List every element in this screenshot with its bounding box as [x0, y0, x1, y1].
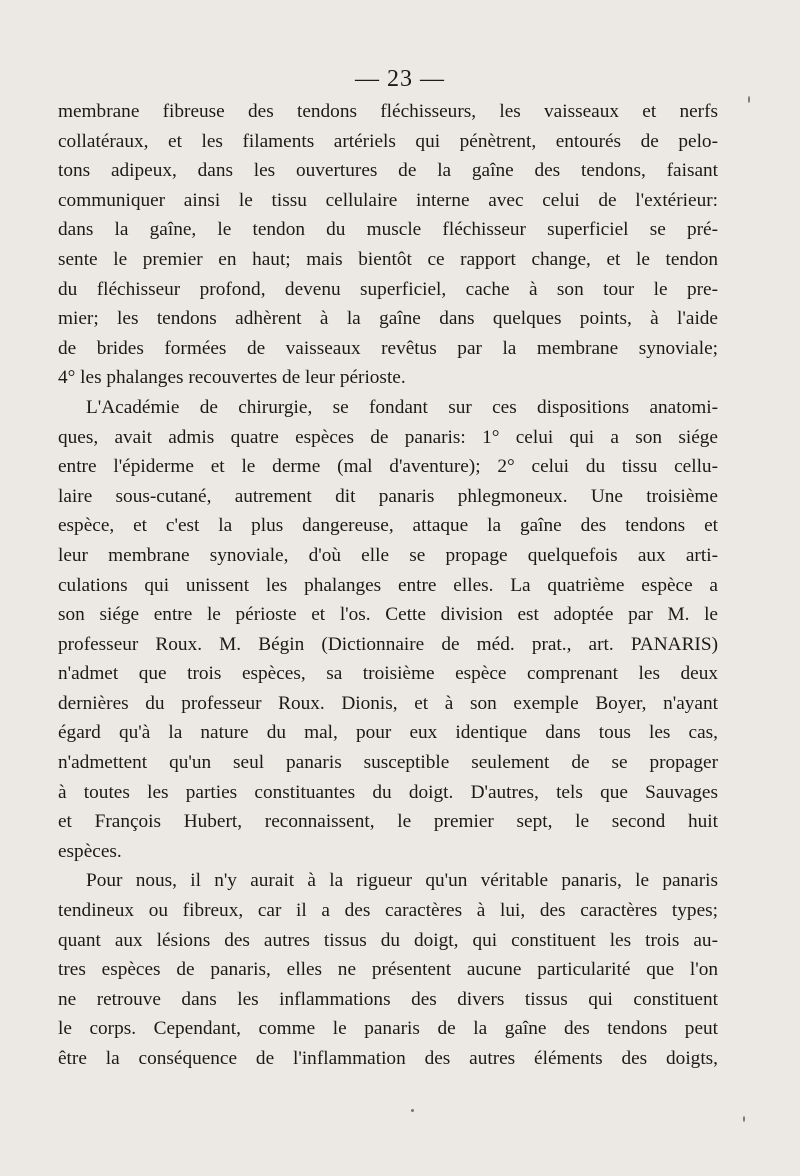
- paper-speck: [748, 96, 750, 103]
- text-line: dans la gaîne, le tendon du muscle fléchisseur superficiel se pré-: [58, 219, 718, 241]
- paper-speck: [411, 1109, 414, 1112]
- text-line: professeur Roux. M. Bégin (Dictionnaire de méd. prat., art. PANARIS): [58, 633, 718, 655]
- text-line: et François Hubert, reconnaissent, le premier sept, le second huit: [58, 811, 718, 833]
- text-line: dernières du professeur Roux. Dionis, et à son exemple Boyer, n'ayant: [58, 692, 718, 714]
- text-line: à toutes les parties constituantes du doigt. D'autres, tels que Sauvages: [58, 781, 718, 803]
- paragraph-start-line: L'Académie de chirurgie, se fondant sur ces dispositions anatomi-: [86, 396, 718, 418]
- text-line: laire sous-cutané, autrement dit panaris phlegmoneux. Une troisième: [58, 485, 718, 507]
- text-line: collatéraux, et les filaments artériels qui pénètrent, entourés de pelo-: [58, 130, 718, 152]
- text-line: membrane fibreuse des tendons fléchisseurs, les vaisseaux et nerfs: [58, 101, 718, 122]
- text-line: du fléchisseur profond, devenu superficiel, cache à son tour le pre-: [58, 278, 718, 300]
- page-number: — 23 —: [355, 66, 445, 92]
- text-line: culations qui unissent les phalanges entre elles. La quatrième espèce a: [58, 574, 718, 596]
- text-line: mier; les tendons adhèrent à la gaîne dans quelques points, à l'aide: [58, 308, 718, 330]
- text-line: ques, avait admis quatre espèces de panaris: 1° celui qui a son siége: [58, 426, 718, 448]
- text-line: son siége entre le périoste et l'os. Cette division est adoptée par M. le: [58, 604, 718, 626]
- text-line: sente le premier en haut; mais bientôt ce rapport change, et le tendon: [58, 248, 718, 270]
- text-line: le corps. Cependant, comme le panaris de la gaîne des tendons peut: [58, 1018, 718, 1040]
- text-line: tres espèces de panaris, elles ne présentent aucune particularité que l'on: [58, 959, 718, 981]
- text-line: être la conséquence de l'inflammation des autres éléments des doigts,: [58, 1048, 718, 1069]
- text-line: entre l'épiderme et le derme (mal d'aventure); 2° celui du tissu cellu-: [58, 456, 718, 478]
- text-line: n'admettent qu'un seul panaris susceptible seulement de se propager: [58, 752, 718, 774]
- text-line: tons adipeux, dans les ouvertures de la gaîne des tendons, faisant: [58, 160, 718, 182]
- text-line: 4° les phalanges recouvertes de leur périoste.: [58, 367, 406, 389]
- text-line: quant aux lésions des autres tissus du doigt, qui constituent les trois au-: [58, 929, 718, 951]
- text-line: leur membrane synoviale, d'où elle se propage quelquefois aux arti-: [58, 544, 718, 566]
- paragraph-start-line: Pour nous, il n'y aurait à la rigueur qu'un véritable panaris, le panaris: [86, 870, 718, 892]
- text-line: espèce, et c'est la plus dangereuse, attaque la gaîne des tendons et: [58, 515, 718, 537]
- text-line: ne retrouve dans les inflammations des divers tissus qui constituent: [58, 988, 718, 1010]
- text-line: égard qu'à la nature du mal, pour eux identique dans tous les cas,: [58, 722, 718, 744]
- paper-speck: [743, 1116, 745, 1122]
- text-line: de brides formées de vaisseaux revêtus par la membrane synoviale;: [58, 337, 718, 359]
- body-text: [58, 97, 718, 1074]
- text-line: espèces.: [58, 840, 122, 862]
- text-line: n'admet que trois espèces, sa troisième espèce comprenant les deux: [58, 663, 718, 685]
- text-line: communiquer ainsi le tissu cellulaire interne avec celui de l'extérieur:: [58, 189, 718, 211]
- text-line: tendineux ou fibreux, car il a des caractères à lui, des caractères types;: [58, 900, 718, 922]
